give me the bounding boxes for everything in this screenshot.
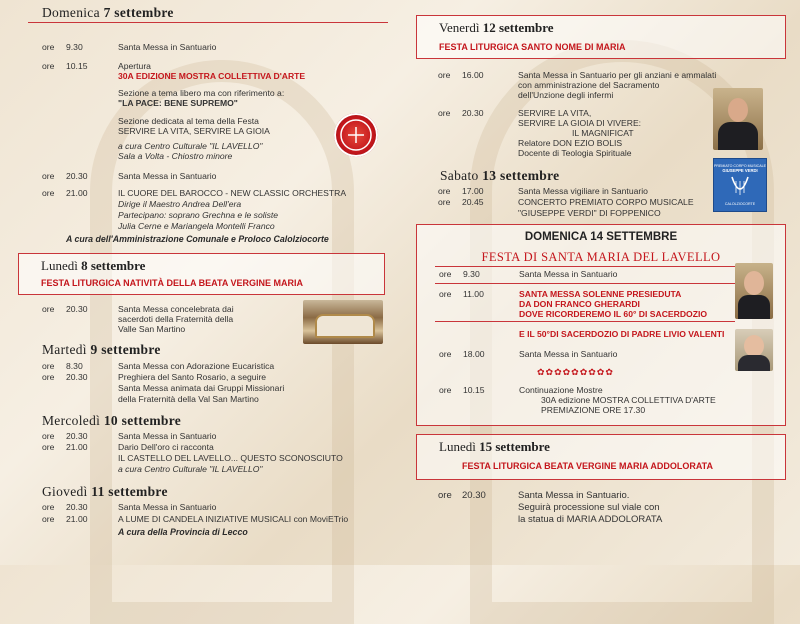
ore-label: ore — [438, 70, 451, 80]
day-name: Giovedì — [42, 484, 88, 499]
ore-label: ore — [42, 372, 55, 382]
event-text: Santa Messa in Santuario — [118, 431, 217, 441]
ore-label: ore — [439, 385, 452, 395]
ore-label: ore — [42, 42, 55, 52]
giovedi11-title — [42, 484, 168, 500]
event-text: Continuazione Mostre — [519, 385, 603, 395]
event-text: Docente di Teologia Spirituale — [518, 148, 632, 158]
day-date: 13 settembre — [482, 168, 560, 183]
logo-name: GIUSEPPE VERDI — [722, 168, 758, 173]
venerdi12-title — [439, 20, 554, 36]
day-date: 7 settembre — [103, 5, 174, 20]
divider — [435, 321, 735, 322]
event-text: Santa Messa in Santuario — [118, 42, 217, 52]
event-text: Santa Messa in Santuario — [118, 502, 217, 512]
event-time: 11.00 — [463, 289, 484, 299]
event-time: 20.30 — [462, 108, 484, 118]
event-row — [42, 304, 322, 338]
event-row — [439, 269, 739, 281]
day-date: 15 settembre — [479, 439, 550, 454]
event-row — [42, 502, 382, 514]
day-name: Lunedì — [41, 258, 78, 273]
seal-icon — [334, 113, 378, 157]
divider — [435, 266, 735, 267]
event-row — [42, 514, 382, 526]
event-text: Santa Messa con Adorazione Eucaristica — [118, 361, 275, 371]
event-row — [439, 385, 739, 419]
partecipano: Partecipano: soprano Grechna e le soliste — [118, 210, 279, 220]
ore-label: ore — [439, 269, 452, 279]
event-time: 18.00 — [463, 349, 485, 359]
acura-comune: A cura dell'Amministrazione Comunale e Proloco Calolziocorte — [66, 234, 329, 244]
sala-location: Sala a Volta - Chiostro minore — [118, 151, 233, 161]
lavello-logo — [334, 113, 378, 157]
urna-shape — [315, 314, 375, 338]
don-ezio-photo — [713, 88, 763, 150]
logo-top-text: PREMIATO CORPO MUSICALE — [714, 164, 766, 168]
domenica7-title — [42, 5, 174, 21]
left-column — [0, 0, 400, 565]
ore-label: ore — [42, 431, 55, 441]
ore-label: ore — [42, 442, 55, 452]
sezione-2: Sezione dedicata al tema della Festa — [118, 116, 259, 126]
event-text: Apertura — [118, 61, 151, 71]
ornament-dots: ✿✿✿✿✿✿✿✿✿ — [537, 367, 614, 377]
event-row — [439, 349, 739, 361]
ore-label: ore — [438, 490, 452, 501]
right-column — [400, 0, 800, 565]
lunedi8-festa: FESTA LITURGICA NATIVITÀ DELLA BEATA VERGINE MARIA — [41, 278, 303, 288]
event-time: 9.30 — [463, 269, 480, 279]
sabato13-title — [440, 168, 559, 184]
mercoledi10-title — [42, 413, 181, 429]
event-row — [439, 289, 739, 323]
domenica14-festa: FESTA DI SANTA MARIA DEL LAVELLO — [481, 250, 721, 264]
event-text: sacerdoti della Fraternità della — [118, 314, 234, 324]
event-text: IL MAGNIFICAT — [572, 128, 634, 138]
event-text: Santa Messa in Santuario — [118, 171, 217, 181]
ore-label: ore — [42, 514, 55, 524]
castello-title: IL CASTELLO DEL LAVELLO... QUESTO SCONOSCIUTO — [118, 453, 343, 463]
day-name: Domenica — [42, 5, 100, 20]
event-row — [42, 42, 382, 54]
event-time: 20.30 — [66, 304, 88, 314]
ore-label: ore — [42, 361, 55, 371]
ore-label: ore — [438, 197, 451, 207]
event-row — [438, 108, 728, 164]
event-time: 21.00 — [66, 514, 88, 524]
event-text: Santa Messa vigiliare in Santuario — [518, 186, 648, 196]
day-date: 8 settembre — [81, 258, 146, 273]
event-text: A LUME DI CANDELA INIZIATIVE MUSICALI con MoviETrio — [118, 514, 349, 524]
ore-label: ore — [438, 186, 451, 196]
event-text: SANTA MESSA SOLENNE PRESIEDUTA — [519, 289, 682, 299]
soliste: Julia Cerne e Mariangela Montelli Franco — [118, 221, 275, 231]
divider — [28, 22, 388, 23]
acura-provincia: A cura della Provincia di Lecco — [118, 527, 248, 537]
day-name: Martedì — [42, 342, 87, 357]
day-date: 9 settembre — [90, 342, 161, 357]
martedi9-title — [42, 342, 161, 358]
event-time: 20.30 — [66, 502, 88, 512]
event-text: 30A edizione MOSTRA COLLETTIVA D'ARTE — [541, 395, 716, 405]
lunedi15-title — [439, 439, 550, 455]
padre-livio-photo — [735, 329, 773, 371]
portrait-body — [738, 355, 770, 371]
day-name: Lunedì — [439, 439, 476, 454]
sezione-1: Sezione a tema libero ma con riferimento a: — [118, 88, 285, 98]
ore-label: ore — [438, 108, 451, 118]
event-time: 20.30 — [462, 490, 486, 501]
sezione-2-theme: SERVIRE LA VITA, SERVIRE LA GIOIA — [118, 126, 270, 136]
event-time: 20.30 — [66, 372, 88, 382]
day-name: Mercoledì — [42, 413, 101, 428]
day-name: Venerdì — [439, 20, 480, 35]
event-time: 20.30 — [66, 171, 88, 181]
event-text: Preghiera del Santo Rosario, a seguire — [118, 372, 267, 382]
portrait-head — [744, 335, 764, 357]
event-time: 9.30 — [66, 42, 83, 52]
event-text: Valle San Martino — [118, 324, 186, 334]
event-text: Dario Dell'oro ci racconta — [118, 442, 214, 452]
event-text: dell'Unzione degli infermi — [518, 90, 614, 100]
day-name: Sabato — [440, 168, 479, 183]
divider — [435, 283, 735, 284]
ore-label: ore — [42, 171, 55, 181]
event-time: 16.00 — [462, 70, 484, 80]
corpo-musicale-name: "GIUSEPPE VERDI" DI FOPPENICO — [518, 208, 661, 218]
event-time: 21.00 — [66, 188, 88, 198]
event-text: Santa Messa in Santuario per gli anziani e ammalati — [518, 70, 717, 80]
ore-label: ore — [42, 61, 55, 71]
logo-bottom-text: CALOLZIOCORTE — [724, 202, 756, 206]
event-text: DOVE RICORDEREMO IL 60° DI SACERDOZIO — [519, 309, 708, 319]
domenica14-box — [416, 224, 786, 426]
sezione-1-theme: "LA PACE: BENE SUPREMO" — [118, 98, 238, 108]
lyre-icon — [727, 175, 753, 197]
ore-label: ore — [439, 289, 452, 299]
event-time: 20.45 — [462, 197, 484, 207]
dirige: Dirige il Maestro Andrea Dell'era — [118, 199, 242, 209]
day-date: 11 settembre — [91, 484, 168, 499]
lunedi8-header-box — [18, 253, 385, 295]
portrait-body — [718, 122, 758, 150]
urna-photo — [303, 300, 383, 344]
event-time: 20.30 — [66, 431, 88, 441]
portrait-body — [738, 295, 770, 319]
portrait-head — [744, 271, 764, 295]
event-time: 17.00 — [462, 186, 484, 196]
cura-centro: a cura Centro Culturale "IL LAVELLO" — [118, 141, 263, 151]
event-text: CONCERTO PREMIATO CORPO MUSICALE — [518, 197, 694, 207]
mostra-title: 30A EDIZIONE MOSTRA COLLETTIVA D'ARTE — [118, 71, 306, 81]
ore-label: ore — [42, 188, 55, 198]
event-text: con amministrazione del Sacramento — [518, 80, 660, 90]
lunedi15-header-box — [416, 434, 786, 480]
event-text: PREMIAZIONE ORE 17.30 — [541, 405, 646, 415]
event-text: SERVIRE LA VITA, — [518, 108, 592, 118]
lunedi8-title — [41, 258, 145, 274]
portrait-head — [728, 98, 748, 122]
event-text: Santa Messa concelebrata dai — [118, 304, 234, 314]
ore-label: ore — [42, 502, 55, 512]
don-franco-photo — [735, 263, 773, 319]
corpo-musicale-logo — [713, 158, 767, 212]
event-text: Relatore DON EZIO BOLIS — [518, 138, 623, 148]
event-row — [438, 490, 758, 526]
event-time: 10.15 — [463, 385, 485, 395]
cura-centro: a cura Centro Culturale "IL LAVELLO" — [118, 464, 263, 474]
martedi-detail: della Fraternità della Val San Martino — [118, 394, 259, 404]
event-time: 21.00 — [66, 442, 88, 452]
ore-label: ore — [439, 349, 452, 359]
event-time: 8.30 — [66, 361, 83, 371]
event-text: Santa Messa in Santuario — [519, 269, 618, 279]
domenica14-title: DOMENICA 14 SETTEMBRE — [524, 231, 678, 243]
event-text: Seguirà processione sul viale con — [518, 502, 660, 513]
event-row — [42, 171, 382, 183]
event-text: IL CUORE DEL BAROCCO - NEW CLASSIC ORCHESTRA — [118, 188, 347, 198]
day-date: 12 settembre — [482, 20, 554, 35]
padre-livio: E IL 50°DI SACERDOZIO DI PADRE LIVIO VALENTI — [519, 329, 725, 339]
venerdi12-festa: FESTA LITURGICA SANTO NOME DI MARIA — [439, 42, 626, 52]
event-text: la statua di MARIA ADDOLORATA — [518, 514, 663, 525]
event-text: DA DON FRANCO GHERARDI — [519, 299, 640, 309]
day-date: 10 settembre — [103, 413, 182, 428]
lunedi15-festa: FESTA LITURGICA BEATA VERGINE MARIA ADDOLORATA — [462, 461, 713, 471]
martedi-detail: Santa Messa animata dai Gruppi Missionari — [118, 383, 285, 393]
event-text: SERVIRE LA GIOIA DI VIVERE: — [518, 118, 642, 128]
event-time: 10.15 — [66, 61, 88, 71]
venerdi12-header-box — [416, 15, 786, 59]
event-text: Santa Messa in Santuario — [519, 349, 618, 359]
event-text: Santa Messa in Santuario. — [518, 490, 630, 501]
ore-label: ore — [42, 304, 55, 314]
